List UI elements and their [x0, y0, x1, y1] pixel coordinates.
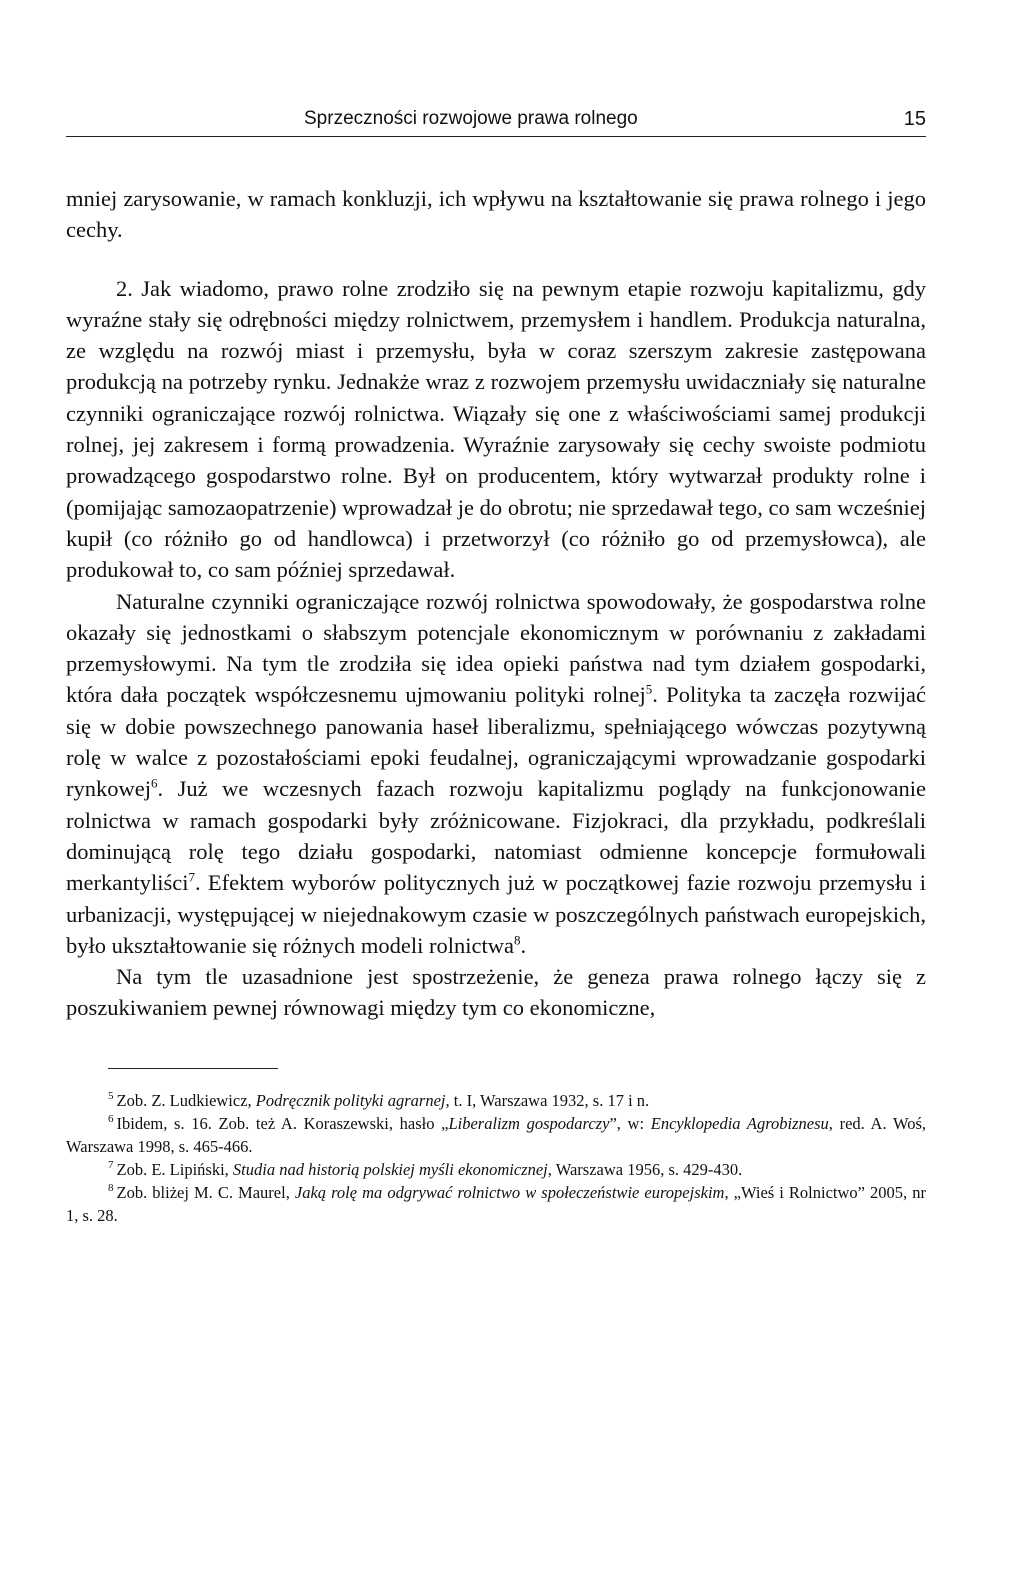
paragraph — [66, 961, 926, 1024]
footnote-ref: 6 — [150, 775, 158, 791]
text-run: 2. Jak wiadomo, prawo rolne zrodziło się na pewnym etapie rozwoju kapitalizmu, gdy wyraźne stały się odrębności między rolnictwem, przemysłem i handlem. Produkcja naturalna, ze względu na rozwój miast i przemysłu, była w coraz szerszym zakresie zastępowana produkcją na potrzeby rynku. Jednakże wraz z rozwojem przemysłu uwidaczniały się naturalne czynniki ograniczające rozwój rolnictwa. Wiązały się one z właściwościami samej produkcji rolnej, jej zakresem i formą prowadzenia. Wyraźnie zarysowały się cechy swoiste podmiotu prowadzącego gospodarstwo rolne. Był on producentem, który wytwarzał produkty rolne i (pomijając samozaopatrzenie) wprowadzał je do obrotu; nie sprzedawał tego, co sam wcześniej kupił (co różniło go od handlowca) i przetworzył (co różniło go od przemysłowca), ale produkował to, co sam później sprzedawał. — [66, 275, 926, 583]
text-run: . — [520, 932, 527, 958]
page-number: 15 — [903, 108, 926, 130]
italic-title: Studia nad historią polskiej myśli ekonomicznej — [232, 1159, 548, 1179]
paragraph — [66, 586, 926, 962]
text-run: , red. A. Woś, Warszawa 1998, s. 465-466. — [66, 1113, 927, 1156]
footnote-number: 8 — [108, 1182, 114, 1195]
text-run: , Warszawa 1956, s. 429-430. — [547, 1159, 743, 1179]
footnote-ref: 5 — [645, 681, 653, 697]
paragraph — [66, 183, 926, 246]
footnote-number: 6 — [108, 1113, 114, 1126]
text-run: . Polityka ta zaczęła rozwijać się w dobie powszechnego panowania haseł liberalizmu, spełniającego wówczas pozytywną rolę w walce z pozostałościami epoki feudalnej, ograniczającymi wprowadzanie gospodarki rynkowej — [66, 682, 926, 802]
text-run: Ibidem, s. 16. Zob. też A. Koraszewski, hasło „ — [116, 1113, 449, 1133]
text-run: Na tym tle uzasadnione jest spostrzeżenie, że geneza prawa rolnego łączy się z poszukiwaniem pewnej równowagi między tym co ekonomiczne, — [66, 964, 926, 1021]
footnote — [66, 1158, 926, 1181]
running-title: Sprzeczności rozwojowe prawa rolnego — [304, 108, 638, 129]
running-header — [66, 108, 926, 137]
footnote-ref: 8 — [514, 932, 521, 948]
text-run: . Efektem wyborów politycznych już w początkowej fazie rozwoju przemysłu i urbanizacji, występującej w niejednakowym czasie w poszczególnych państwach europejskich, było ukształtowanie się różnych modeli rolnictwa — [66, 870, 926, 958]
text-run: Zob. E. Lipiński, — [116, 1159, 233, 1179]
text-run: Zob. bliżej M. C. Maurel, — [116, 1182, 295, 1202]
text-run: Zob. Z. Ludkiewicz, — [116, 1090, 256, 1110]
text-run: Naturalne czynniki ograniczające rozwój rolnictwa spowodowały, że gospodarstwa rolne okazały się jednostkami o słabszym potencjale ekonomicznym w porównaniu z zakładami przemysłowymi. Na tym tle zrodziła się idea opieki państwa nad tym działem gospodarki, która dała początek współczesnemu ujmowaniu polityki rolnej — [66, 588, 926, 708]
footnote-number: 5 — [108, 1090, 114, 1103]
italic-title: Liberalizm gospodarczy — [448, 1113, 610, 1133]
paragraph — [66, 273, 926, 586]
text-run: mniej zarysowanie, w ramach konkluzji, ich wpływu na kształtowanie się prawa rolnego i jego cechy. — [66, 186, 926, 243]
text-run: , t. I, Warszawa 1932, s. 17 i n. — [445, 1090, 650, 1110]
text-run: , „Wieś i Rolnictwo” 2005, nr 1, s. 28. — [66, 1182, 926, 1225]
footnote — [66, 1089, 926, 1112]
text-run: ”, w: — [609, 1113, 651, 1133]
italic-title: Podręcznik polityki agrarnej — [255, 1090, 446, 1110]
book-page — [66, 108, 926, 1227]
italic-title: Jaką rolę ma odgrywać rolnictwo w społeczeństwie europejskim — [294, 1182, 725, 1202]
footnote-separator — [108, 1068, 278, 1069]
text-run: . Już we wczesnych fazach rozwoju kapitalizmu poglądy na funkcjonowanie rolnictwa w ramach gospodarki były zróżnicowane. Fizjokraci, dla przykładu, podkreślali dominującą rolę tego działu gospodarki, natomiast odmienne koncepcje formułowali merkantyliści — [66, 776, 926, 896]
footnote-ref: 7 — [188, 869, 195, 885]
body-text — [66, 183, 926, 1024]
footnote-number: 7 — [108, 1159, 114, 1172]
footnote — [66, 1112, 926, 1158]
footnotes — [66, 1089, 926, 1227]
footnote — [66, 1181, 926, 1227]
italic-title: Encyklopedia Agrobiznesu — [650, 1113, 829, 1133]
